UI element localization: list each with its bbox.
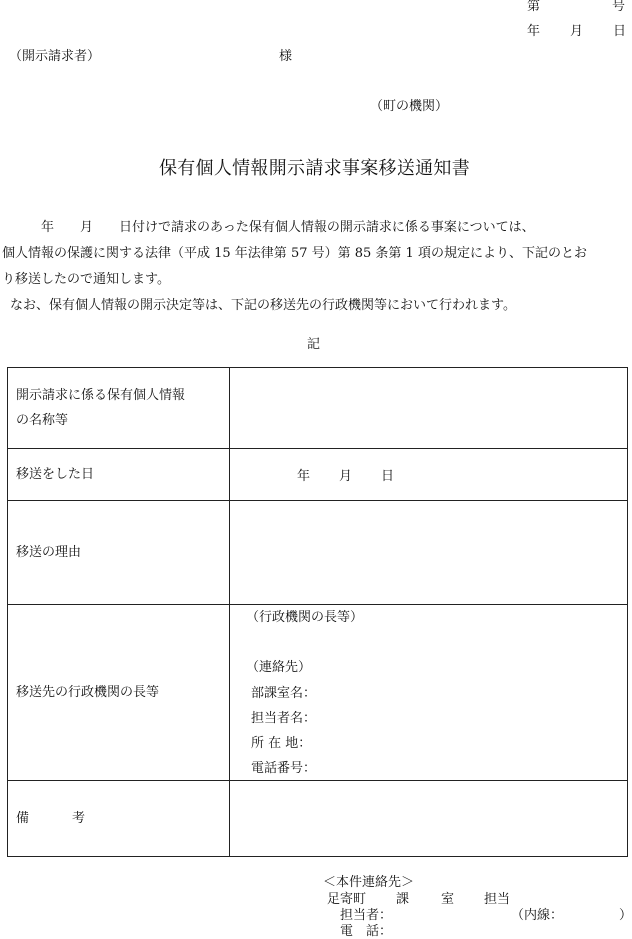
body-line-2: 個人情報の保護に関する法律（平成 15 年法律第 57 号）第 85 条第 1 項の規定により、下記のとお: [2, 246, 587, 261]
contact-ka: 課: [396, 892, 410, 907]
label-cell-remarks: [8, 781, 230, 857]
document-number-dai: 第: [527, 0, 541, 14]
contact-person: 担当者：: [340, 908, 393, 923]
contact-extension: （内線：: [511, 908, 564, 923]
label-remarks-bi: 備: [16, 811, 30, 826]
contact-town: 足寄町: [327, 892, 367, 907]
table-row-destination: [8, 605, 628, 781]
destination-dept: 部課室名：: [251, 686, 317, 701]
destination-phone: 電話番号：: [251, 761, 317, 776]
body-line-1: 年 月 日付けで請求のあった保有個人情報の開示請求に係る事案については、: [2, 220, 535, 235]
transfer-detail-table: [7, 367, 628, 857]
label-info-name-line1: 開示請求に係る保有個人情報: [16, 388, 186, 403]
label-transfer-date: 移送をした日: [8, 449, 230, 501]
table-row-info-name: [8, 368, 628, 449]
header-date-day: 日: [613, 24, 627, 39]
transfer-date-year: 年: [297, 469, 311, 484]
table-row-transfer-date: [8, 449, 628, 501]
destination-head: （行政機関の長等）: [246, 610, 364, 625]
body-line-3: り移送したので通知します。: [2, 272, 170, 287]
header-date-year: 年: [527, 24, 541, 39]
header-date-month: 月: [570, 24, 584, 39]
contact-phone: 電 話：: [340, 924, 393, 939]
destination-address: 所 在 地：: [251, 736, 312, 751]
honorific-sama: 様: [279, 49, 293, 64]
requester-label: （開示請求者）: [9, 49, 101, 64]
label-info-name-line2: の名称等: [16, 413, 69, 428]
value-cell-info-name[interactable]: [230, 368, 628, 449]
label-transfer-reason: 移送の理由: [8, 501, 230, 605]
body-line-4: なお、保有個人情報の開示決定等は、下記の移送先の行政機関等において行われます。: [10, 298, 516, 313]
transfer-date-day: 日: [381, 469, 395, 484]
label-remarks-kou: 考: [72, 811, 86, 826]
label-cell-info-name: [8, 368, 230, 449]
destination-person: 担当者名：: [251, 711, 317, 726]
contact-extension-close: ）: [619, 908, 632, 923]
destination-contact: （連絡先）: [246, 660, 312, 675]
table-row-transfer-reason: [8, 501, 628, 605]
document-title: 保有個人情報開示請求事案移送通知書: [158, 158, 471, 179]
document-number-go: 号: [612, 0, 626, 14]
issuing-agency-label: （町の機関）: [370, 99, 449, 114]
label-destination: 移送先の行政機関の長等: [8, 605, 230, 781]
contact-tanto: 担当: [484, 892, 511, 907]
value-cell-remarks[interactable]: [230, 781, 628, 857]
value-cell-destination[interactable]: [230, 605, 628, 781]
transfer-date-month: 月: [339, 469, 353, 484]
value-cell-transfer-reason[interactable]: [230, 501, 628, 605]
contact-shitsu: 室: [441, 892, 455, 907]
value-cell-transfer-date[interactable]: [230, 449, 628, 501]
ki-marker: 記: [307, 337, 321, 352]
contact-title: ＜本件連絡先＞: [323, 875, 415, 890]
table-row-remarks: [8, 781, 628, 857]
